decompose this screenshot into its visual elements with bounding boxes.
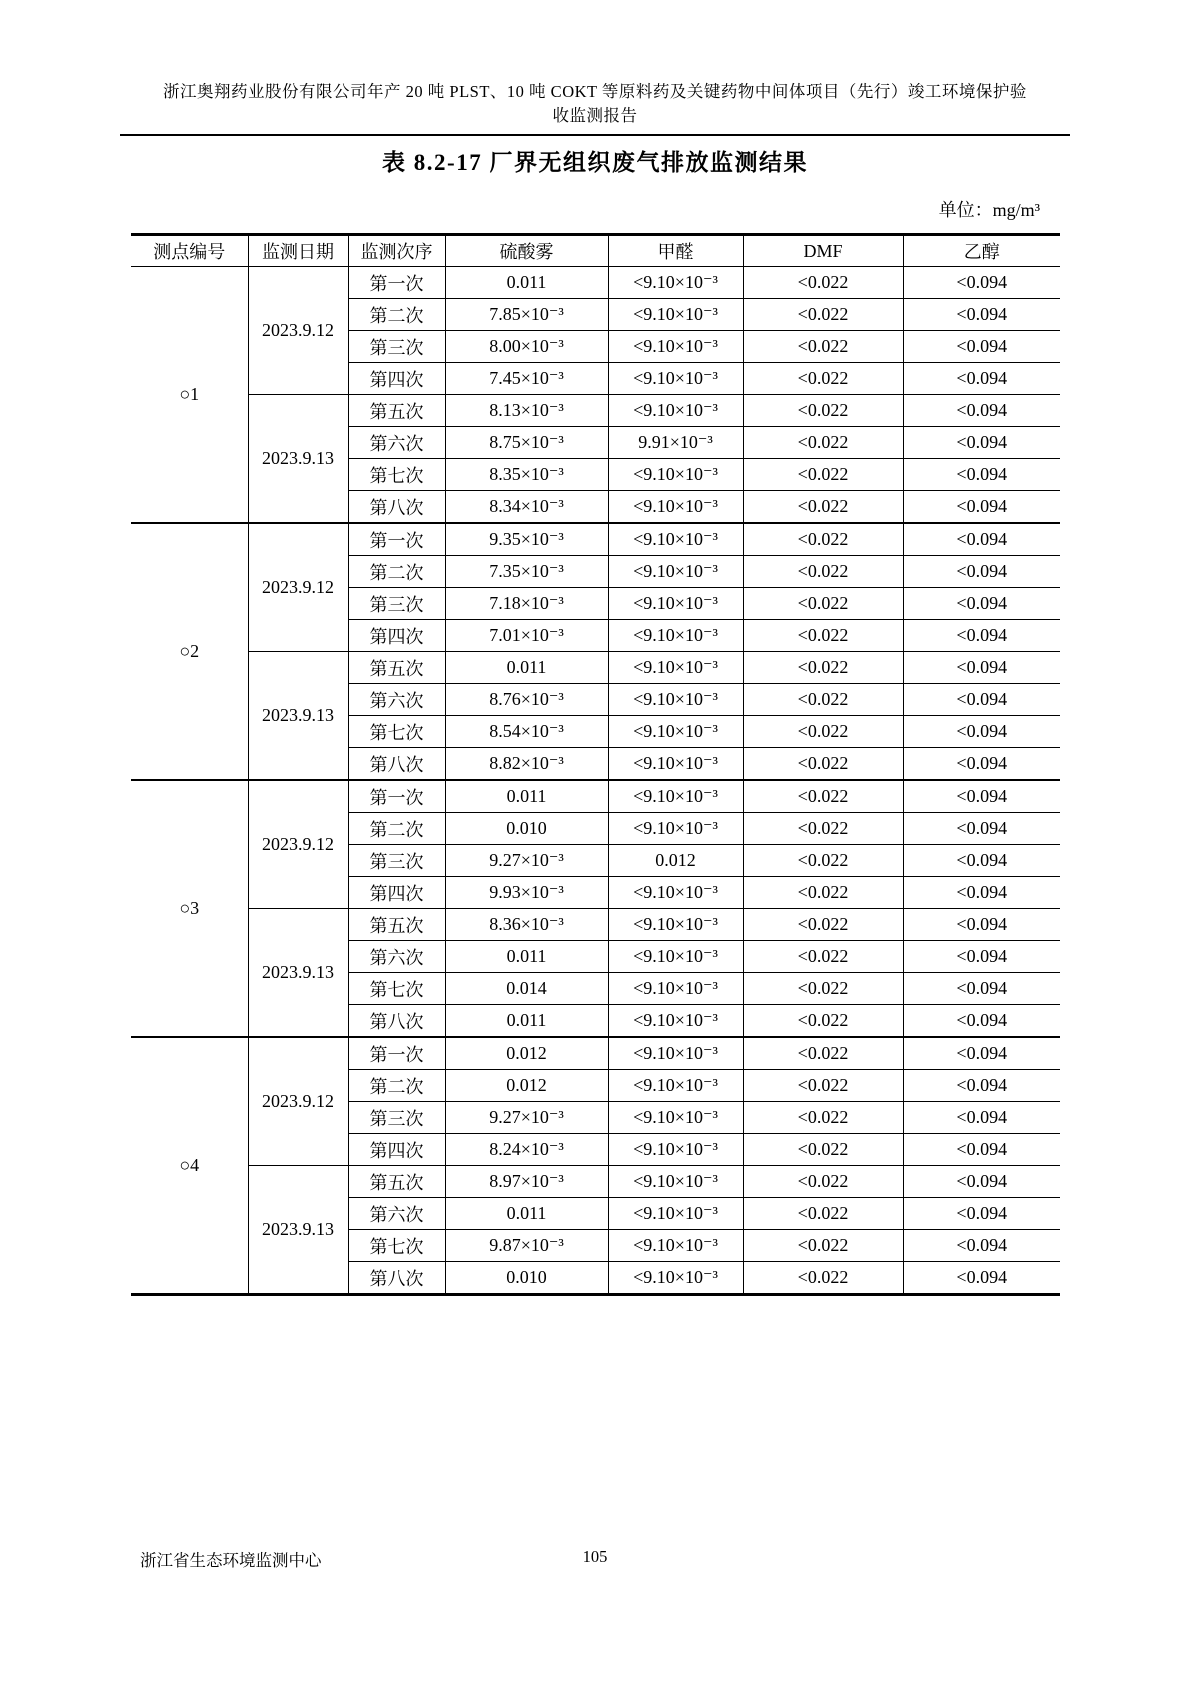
formaldehyde-value-cell: <9.10×10⁻³ (608, 1198, 743, 1230)
sequence-cell: 第五次 (348, 395, 445, 427)
ethanol-value-cell: <0.094 (903, 1262, 1060, 1295)
sequence-cell: 第七次 (348, 973, 445, 1005)
dmf-value-cell: <0.022 (743, 1230, 903, 1262)
formaldehyde-value-cell: <9.10×10⁻³ (608, 909, 743, 941)
dmf-value-cell: <0.022 (743, 395, 903, 427)
formaldehyde-value-cell: 0.012 (608, 845, 743, 877)
dmf-value-cell: <0.022 (743, 748, 903, 781)
ethanol-value-cell: <0.094 (903, 1005, 1060, 1038)
sulfuric-mist-value-cell: 0.011 (445, 941, 608, 973)
sequence-cell: 第一次 (348, 523, 445, 556)
ethanol-value-cell: <0.094 (903, 427, 1060, 459)
formaldehyde-value-cell: <9.10×10⁻³ (608, 1005, 743, 1038)
sulfuric-mist-value-cell: 0.011 (445, 1198, 608, 1230)
sulfuric-mist-value-cell: 8.24×10⁻³ (445, 1134, 608, 1166)
ethanol-value-cell: <0.094 (903, 1134, 1060, 1166)
ethanol-value-cell: <0.094 (903, 748, 1060, 781)
ethanol-value-cell: <0.094 (903, 1070, 1060, 1102)
sulfuric-mist-value-cell: 0.010 (445, 813, 608, 845)
formaldehyde-value-cell: <9.10×10⁻³ (608, 267, 743, 299)
sulfuric-mist-value-cell: 9.35×10⁻³ (445, 523, 608, 556)
dmf-value-cell: <0.022 (743, 877, 903, 909)
sequence-cell: 第一次 (348, 267, 445, 299)
sulfuric-mist-value-cell: 7.18×10⁻³ (445, 588, 608, 620)
ethanol-value-cell: <0.094 (903, 1037, 1060, 1070)
ethanol-value-cell: <0.094 (903, 1102, 1060, 1134)
date-cell: 2023.9.13 (248, 1166, 348, 1295)
sequence-cell: 第五次 (348, 909, 445, 941)
dmf-value-cell: <0.022 (743, 267, 903, 299)
sequence-cell: 第六次 (348, 684, 445, 716)
point-id-cell: ○2 (131, 523, 248, 780)
sequence-cell: 第四次 (348, 877, 445, 909)
unit-label: 单位：mg/m³ (938, 200, 1040, 220)
sulfuric-mist-value-cell: 7.85×10⁻³ (445, 299, 608, 331)
sulfuric-mist-value-cell: 8.97×10⁻³ (445, 1166, 608, 1198)
sulfuric-mist-value-cell: 0.011 (445, 267, 608, 299)
ethanol-value-cell: <0.094 (903, 845, 1060, 877)
sulfuric-mist-value-cell: 8.00×10⁻³ (445, 331, 608, 363)
dmf-value-cell: <0.022 (743, 652, 903, 684)
ethanol-value-cell: <0.094 (903, 556, 1060, 588)
sequence-cell: 第八次 (348, 748, 445, 781)
formaldehyde-value-cell: <9.10×10⁻³ (608, 813, 743, 845)
sequence-cell: 第二次 (348, 813, 445, 845)
ethanol-value-cell: <0.094 (903, 1166, 1060, 1198)
sulfuric-mist-value-cell: 8.36×10⁻³ (445, 909, 608, 941)
ethanol-value-cell: <0.094 (903, 973, 1060, 1005)
dmf-value-cell: <0.022 (743, 427, 903, 459)
sulfuric-mist-value-cell: 0.012 (445, 1037, 608, 1070)
formaldehyde-value-cell: <9.10×10⁻³ (608, 1102, 743, 1134)
sulfuric-mist-value-cell: 9.87×10⁻³ (445, 1230, 608, 1262)
formaldehyde-value-cell: <9.10×10⁻³ (608, 780, 743, 813)
dmf-value-cell: <0.022 (743, 523, 903, 556)
dmf-value-cell: <0.022 (743, 459, 903, 491)
ethanol-value-cell: <0.094 (903, 1198, 1060, 1230)
monitoring-table-body (131, 267, 1060, 1295)
sequence-cell: 第二次 (348, 1070, 445, 1102)
formaldehyde-value-cell: <9.10×10⁻³ (608, 1037, 743, 1070)
column-header-sulfuric-mist: 硫酸雾 (445, 235, 608, 267)
date-cell: 2023.9.13 (248, 909, 348, 1038)
sulfuric-mist-value-cell: 7.35×10⁻³ (445, 556, 608, 588)
ethanol-value-cell: <0.094 (903, 363, 1060, 395)
dmf-value-cell: <0.022 (743, 1070, 903, 1102)
dmf-value-cell: <0.022 (743, 491, 903, 524)
dmf-value-cell: <0.022 (743, 780, 903, 813)
ethanol-value-cell: <0.094 (903, 331, 1060, 363)
sequence-cell: 第三次 (348, 1102, 445, 1134)
column-header-seq: 监测次序 (348, 235, 445, 267)
formaldehyde-value-cell: <9.10×10⁻³ (608, 652, 743, 684)
sulfuric-mist-value-cell: 8.34×10⁻³ (445, 491, 608, 524)
formaldehyde-value-cell: <9.10×10⁻³ (608, 973, 743, 1005)
sequence-cell: 第二次 (348, 299, 445, 331)
column-header-date: 监测日期 (248, 235, 348, 267)
date-cell: 2023.9.13 (248, 652, 348, 781)
date-cell: 2023.9.12 (248, 780, 348, 909)
dmf-value-cell: <0.022 (743, 1005, 903, 1038)
dmf-value-cell: <0.022 (743, 1134, 903, 1166)
formaldehyde-value-cell: <9.10×10⁻³ (608, 395, 743, 427)
table-row (131, 523, 1060, 556)
dmf-value-cell: <0.022 (743, 363, 903, 395)
sequence-cell: 第八次 (348, 491, 445, 524)
dmf-value-cell: <0.022 (743, 620, 903, 652)
formaldehyde-value-cell: <9.10×10⁻³ (608, 491, 743, 524)
ethanol-value-cell: <0.094 (903, 588, 1060, 620)
sequence-cell: 第四次 (348, 363, 445, 395)
dmf-value-cell: <0.022 (743, 909, 903, 941)
ethanol-value-cell: <0.094 (903, 299, 1060, 331)
dmf-value-cell: <0.022 (743, 1102, 903, 1134)
ethanol-value-cell: <0.094 (903, 877, 1060, 909)
ethanol-value-cell: <0.094 (903, 1230, 1060, 1262)
sequence-cell: 第一次 (348, 1037, 445, 1070)
table-row (131, 395, 1060, 427)
column-header-point: 测点编号 (131, 235, 248, 267)
formaldehyde-value-cell: <9.10×10⁻³ (608, 556, 743, 588)
sequence-cell: 第五次 (348, 652, 445, 684)
table-row (131, 780, 1060, 813)
sulfuric-mist-value-cell: 8.54×10⁻³ (445, 716, 608, 748)
formaldehyde-value-cell: <9.10×10⁻³ (608, 299, 743, 331)
sulfuric-mist-value-cell: 8.13×10⁻³ (445, 395, 608, 427)
header-divider (120, 134, 1070, 136)
document-header-line2: 收监测报告 (552, 106, 638, 125)
column-header-ethanol: 乙醇 (903, 235, 1060, 267)
sulfuric-mist-value-cell: 8.75×10⁻³ (445, 427, 608, 459)
sulfuric-mist-value-cell: 8.35×10⁻³ (445, 459, 608, 491)
ethanol-value-cell: <0.094 (903, 909, 1060, 941)
sequence-cell: 第七次 (348, 716, 445, 748)
dmf-value-cell: <0.022 (743, 1166, 903, 1198)
sequence-cell: 第五次 (348, 1166, 445, 1198)
point-id-cell: ○1 (131, 267, 248, 524)
dmf-value-cell: <0.022 (743, 684, 903, 716)
sulfuric-mist-value-cell: 0.012 (445, 1070, 608, 1102)
date-cell: 2023.9.13 (248, 395, 348, 524)
ethanol-value-cell: <0.094 (903, 267, 1060, 299)
dmf-value-cell: <0.022 (743, 941, 903, 973)
document-header (120, 80, 1070, 128)
sequence-cell: 第四次 (348, 1134, 445, 1166)
dmf-value-cell: <0.022 (743, 299, 903, 331)
footer-organization: 浙江省生态环境监测中心 (140, 1551, 322, 1570)
sulfuric-mist-value-cell: 9.27×10⁻³ (445, 845, 608, 877)
dmf-value-cell: <0.022 (743, 331, 903, 363)
formaldehyde-value-cell: <9.10×10⁻³ (608, 877, 743, 909)
sequence-cell: 第三次 (348, 331, 445, 363)
date-cell: 2023.9.12 (248, 267, 348, 395)
table-row (131, 1037, 1060, 1070)
ethanol-value-cell: <0.094 (903, 941, 1060, 973)
date-cell: 2023.9.12 (248, 523, 348, 652)
sulfuric-mist-value-cell: 0.011 (445, 652, 608, 684)
formaldehyde-value-cell: <9.10×10⁻³ (608, 1070, 743, 1102)
sequence-cell: 第二次 (348, 556, 445, 588)
sequence-cell: 第一次 (348, 780, 445, 813)
ethanol-value-cell: <0.094 (903, 395, 1060, 427)
sequence-cell: 第四次 (348, 620, 445, 652)
sequence-cell: 第六次 (348, 941, 445, 973)
sulfuric-mist-value-cell: 0.014 (445, 973, 608, 1005)
ethanol-value-cell: <0.094 (903, 491, 1060, 524)
ethanol-value-cell: <0.094 (903, 813, 1060, 845)
formaldehyde-value-cell: <9.10×10⁻³ (608, 363, 743, 395)
formaldehyde-value-cell: 9.91×10⁻³ (608, 427, 743, 459)
formaldehyde-value-cell: <9.10×10⁻³ (608, 1166, 743, 1198)
formaldehyde-value-cell: <9.10×10⁻³ (608, 1134, 743, 1166)
ethanol-value-cell: <0.094 (903, 716, 1060, 748)
sulfuric-mist-value-cell: 7.45×10⁻³ (445, 363, 608, 395)
table-row (131, 652, 1060, 684)
sequence-cell: 第七次 (348, 1230, 445, 1262)
dmf-value-cell: <0.022 (743, 588, 903, 620)
point-id-cell: ○4 (131, 1037, 248, 1295)
formaldehyde-value-cell: <9.10×10⁻³ (608, 941, 743, 973)
sulfuric-mist-value-cell: 0.011 (445, 1005, 608, 1038)
dmf-value-cell: <0.022 (743, 716, 903, 748)
sulfuric-mist-value-cell: 0.010 (445, 1262, 608, 1295)
dmf-value-cell: <0.022 (743, 1262, 903, 1295)
sequence-cell: 第六次 (348, 1198, 445, 1230)
ethanol-value-cell: <0.094 (903, 620, 1060, 652)
sulfuric-mist-value-cell: 0.011 (445, 780, 608, 813)
dmf-value-cell: <0.022 (743, 1198, 903, 1230)
ethanol-value-cell: <0.094 (903, 780, 1060, 813)
dmf-value-cell: <0.022 (743, 556, 903, 588)
dmf-value-cell: <0.022 (743, 813, 903, 845)
sequence-cell: 第三次 (348, 588, 445, 620)
formaldehyde-value-cell: <9.10×10⁻³ (608, 748, 743, 781)
formaldehyde-value-cell: <9.10×10⁻³ (608, 1262, 743, 1295)
formaldehyde-value-cell: <9.10×10⁻³ (608, 459, 743, 491)
formaldehyde-value-cell: <9.10×10⁻³ (608, 684, 743, 716)
formaldehyde-value-cell: <9.10×10⁻³ (608, 331, 743, 363)
monitoring-table (131, 233, 1060, 1296)
table-row (131, 909, 1060, 941)
sulfuric-mist-value-cell: 9.27×10⁻³ (445, 1102, 608, 1134)
table-title: 表 8.2-17 厂界无组织废气排放监测结果 (382, 150, 808, 175)
sequence-cell: 第八次 (348, 1005, 445, 1038)
dmf-value-cell: <0.022 (743, 1037, 903, 1070)
ethanol-value-cell: <0.094 (903, 523, 1060, 556)
column-header-formaldehyde: 甲醛 (608, 235, 743, 267)
sequence-cell: 第六次 (348, 427, 445, 459)
formaldehyde-value-cell: <9.10×10⁻³ (608, 523, 743, 556)
formaldehyde-value-cell: <9.10×10⁻³ (608, 588, 743, 620)
point-id-cell: ○3 (131, 780, 248, 1037)
document-header-line1: 浙江奥翔药业股份有限公司年产 20 吨 PLST、10 吨 COKT 等原料药及关键药物中间体项目（先行）竣工环境保护验 (163, 82, 1027, 101)
sequence-cell: 第八次 (348, 1262, 445, 1295)
sequence-cell: 第三次 (348, 845, 445, 877)
ethanol-value-cell: <0.094 (903, 459, 1060, 491)
date-cell: 2023.9.12 (248, 1037, 348, 1166)
table-row (131, 267, 1060, 299)
sequence-cell: 第七次 (348, 459, 445, 491)
sulfuric-mist-value-cell: 8.82×10⁻³ (445, 748, 608, 781)
column-header-dmf: DMF (743, 235, 903, 267)
table-header-row (131, 235, 1060, 267)
dmf-value-cell: <0.022 (743, 973, 903, 1005)
sulfuric-mist-value-cell: 7.01×10⁻³ (445, 620, 608, 652)
page-number: 105 (582, 1547, 608, 1566)
ethanol-value-cell: <0.094 (903, 684, 1060, 716)
formaldehyde-value-cell: <9.10×10⁻³ (608, 716, 743, 748)
sulfuric-mist-value-cell: 9.93×10⁻³ (445, 877, 608, 909)
table-row (131, 1166, 1060, 1198)
formaldehyde-value-cell: <9.10×10⁻³ (608, 1230, 743, 1262)
dmf-value-cell: <0.022 (743, 845, 903, 877)
sulfuric-mist-value-cell: 8.76×10⁻³ (445, 684, 608, 716)
formaldehyde-value-cell: <9.10×10⁻³ (608, 620, 743, 652)
ethanol-value-cell: <0.094 (903, 652, 1060, 684)
